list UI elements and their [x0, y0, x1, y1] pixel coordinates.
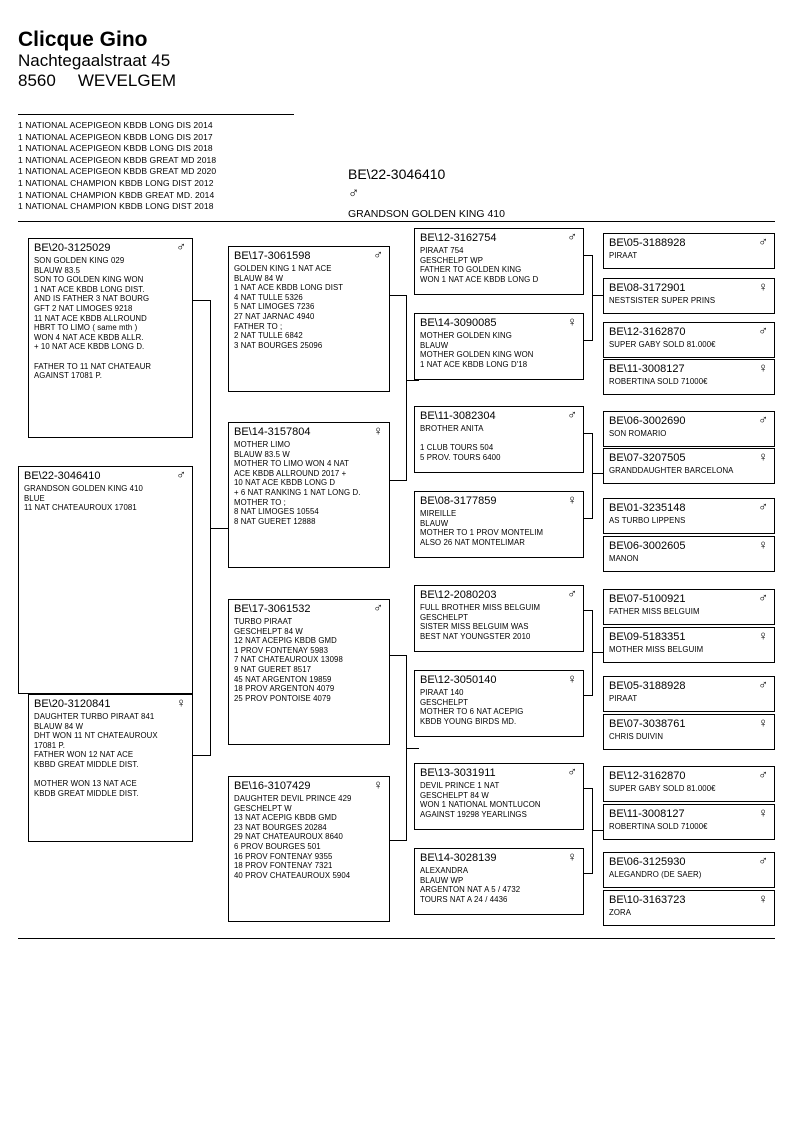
female-symbol-icon: ♀: [758, 628, 768, 643]
box-details: [609, 554, 770, 564]
female-symbol-icon: ♀: [758, 891, 768, 906]
detail-line: 1 NAT ACE KBDB LONG DIST.: [34, 284, 145, 294]
pedigree-box-gen4[interactable]: [603, 359, 775, 395]
male-symbol-icon: ♂: [567, 764, 577, 779]
detail-line: ALSO 26 NAT MONTELIMAR: [420, 537, 526, 547]
detail-line: 3 NAT BOURGES 25096: [234, 340, 323, 350]
male-symbol-icon: ♂: [176, 239, 186, 254]
detail-line: BROTHER ANITA: [420, 424, 484, 433]
detail-line: 27 NAT JARNAC 4940: [234, 311, 315, 321]
ring-number: BE\13-3031911: [420, 767, 496, 779]
detail-line: GOLDEN KING 1 NAT ACE: [234, 264, 332, 273]
detail-line: KBDB GREAT MIDDLE DIST.: [34, 788, 139, 798]
palmares-item: 1 NATIONAL CHAMPION KBDB GREAT MD. 2014: [18, 189, 215, 200]
detail-line: ROBERTINA SOLD 71000€: [609, 377, 708, 386]
ring-number: BE\07-5100921: [609, 593, 686, 605]
detail-line: FATHER WON 12 NAT ACE: [34, 750, 134, 760]
detail-line: ARGENTON NAT A 5 / 4732: [420, 885, 521, 895]
subject-banner-ring: BE\22-3046410: [348, 166, 446, 182]
ring-number: BE\06-3002605: [609, 540, 686, 552]
box-details: [609, 908, 770, 918]
detail-line: AGAINST 19298 YEARLINGS: [420, 809, 527, 819]
box-details: [420, 866, 579, 904]
detail-line: MIREILLE: [420, 509, 457, 518]
ring-number: BE\09-5183351: [609, 631, 686, 643]
loft-postal: 8560: [18, 71, 56, 90]
connector: [592, 433, 593, 518]
box-details: [609, 340, 770, 350]
ring-number: BE\01-3235148: [609, 502, 686, 514]
connector: [210, 528, 228, 529]
detail-line: 18 PROV ARGENTON 4079: [234, 684, 335, 694]
pedigree-box-gen4[interactable]: [603, 233, 775, 269]
ring-number: BE\17-3061598: [234, 250, 311, 262]
detail-line: SON ROMARIO: [609, 429, 667, 438]
box-details: [234, 440, 385, 526]
detail-line: KBDB YOUNG BIRDS MD.: [420, 716, 517, 726]
detail-line: 10 NAT ACE KBDB LONG D: [234, 478, 336, 488]
connector: [390, 840, 407, 841]
pedigree-box-gen3[interactable]: [414, 313, 584, 380]
detail-line: 4 NAT TULLE 5326: [234, 292, 303, 302]
detail-line: HBRT TO LIMO ( same mth ): [34, 323, 138, 333]
palmares-list: [18, 120, 216, 213]
pedigree-box-gen2[interactable]: [228, 422, 390, 568]
ring-number: BE\07-3038761: [609, 718, 686, 730]
female-symbol-icon: ♀: [373, 423, 383, 438]
detail-line: FATHER TO 11 NAT CHATEAUR: [34, 361, 152, 371]
detail-line: FATHER TO ;: [234, 321, 283, 331]
male-symbol-icon: ♂: [758, 499, 768, 514]
detail-line: CHRIS DUIVIN: [609, 732, 664, 741]
detail-line: WON 1 NATIONAL MONTLUCON: [420, 800, 541, 810]
detail-line: SON TO GOLDEN KING WON: [34, 275, 144, 285]
box-details: [420, 246, 579, 284]
detail-line: WON 1 NAT ACE KBDB LONG D: [420, 274, 539, 284]
detail-line: GRANDDAUGHTER BARCELONA: [609, 466, 734, 475]
female-symbol-icon: ♀: [758, 360, 768, 375]
male-symbol-icon: ♂: [176, 467, 186, 482]
detail-line: MOTHER TO 1 PROV MONTELIM: [420, 528, 544, 538]
box-details: [420, 331, 579, 369]
box-details: [234, 794, 385, 880]
detail-line: FATHER MISS BELGUIM: [609, 607, 700, 616]
loft-street: Nachtegaalstraat 45: [18, 51, 171, 70]
ring-number: BE\16-3107429: [234, 780, 311, 792]
ring-number: BE\12-3162870: [609, 326, 686, 338]
pedigree-box-gen4[interactable]: [603, 766, 775, 802]
male-symbol-icon: ♂: [373, 600, 383, 615]
detail-line: ROBERTINA SOLD 71000€: [609, 822, 708, 831]
palmares-item: 1 NATIONAL ACEPIGEON KBDB GREAT MD 2020: [18, 166, 217, 177]
pedigree-box-gen2[interactable]: [228, 246, 390, 392]
detail-line: ZORA: [609, 908, 632, 917]
male-symbol-icon: ♂: [758, 412, 768, 427]
box-details: [609, 645, 770, 655]
ring-number: BE\20-3120841: [34, 698, 111, 710]
connector: [592, 255, 593, 340]
detail-line: 5 PROV. TOURS 6400: [420, 452, 501, 462]
female-symbol-icon: ♀: [758, 805, 768, 820]
detail-line: + 10 NAT ACE KBDB LONG D.: [34, 342, 145, 352]
male-symbol-icon: ♂: [567, 229, 577, 244]
ring-number: BE\08-3177859: [420, 495, 497, 507]
loft-city: WEVELGEM: [77, 71, 177, 90]
pedigree-box-gen4[interactable]: [603, 714, 775, 750]
box-details: [609, 694, 770, 704]
detail-line: PIRAAT 140: [420, 688, 464, 697]
detail-line: 2 NAT TULLE 6842: [234, 331, 303, 341]
detail-line: MOTHER GOLDEN KING: [420, 331, 512, 340]
ring-number: BE\06-3125930: [609, 856, 686, 868]
detail-line: ACE KBDB ALLROUND 2017 +: [234, 468, 347, 478]
detail-line: GESCHELPT 84 W: [234, 626, 303, 636]
detail-line: MOTHER MISS BELGUIM: [609, 645, 704, 654]
pedigree-box-subject[interactable]: [18, 466, 193, 694]
ring-number: BE\14-3157804: [234, 426, 311, 438]
connector: [390, 480, 407, 481]
ring-number: BE\12-3162870: [609, 770, 686, 782]
detail-line: [420, 434, 579, 444]
detail-line: SUPER GABY SOLD 81.000€: [609, 340, 716, 349]
detail-line: ALEGANDRO (DE SAER): [609, 870, 702, 879]
female-symbol-icon: ♀: [758, 279, 768, 294]
ring-number: BE\10-3163723: [609, 894, 686, 906]
detail-line: AND IS FATHER 3 NAT BOURG: [34, 294, 150, 304]
detail-line: PIRAAT: [609, 251, 638, 260]
pedigree-box-gen3[interactable]: [414, 585, 584, 652]
detail-line: DEVIL PRINCE 1 NAT: [420, 781, 500, 790]
detail-line: FATHER TO GOLDEN KING: [420, 265, 522, 275]
male-symbol-icon: ♂: [758, 590, 768, 605]
detail-line: ALEXANDRA: [420, 866, 469, 875]
box-details: [609, 516, 770, 526]
female-symbol-icon: ♀: [176, 695, 186, 710]
detail-line: NESTSISTER SUPER PRINS: [609, 296, 716, 305]
detail-line: FULL BROTHER MISS BELGUIM: [420, 603, 541, 612]
detail-line: BLAUW 84 W: [234, 273, 284, 283]
ring-number: BE\08-3172901: [609, 282, 686, 294]
male-symbol-icon: ♂: [758, 767, 768, 782]
detail-line: [34, 352, 188, 362]
box-details: [420, 509, 579, 547]
pedigree-box-gen4[interactable]: [603, 448, 775, 484]
connector: [390, 295, 407, 296]
pedigree-box-gen4[interactable]: [603, 322, 775, 358]
ring-number: BE\12-3050140: [420, 674, 497, 686]
loft-header: [18, 28, 176, 91]
detail-line: 29 NAT CHATEAUROUX 8640: [234, 832, 343, 842]
box-details: [609, 251, 770, 261]
top-divider: [18, 221, 775, 222]
pedigree-box-gen2[interactable]: [228, 776, 390, 922]
detail-line: GESCHELPT: [420, 697, 469, 707]
palmares-item: 1 NATIONAL ACEPIGEON KBDB LONG DIS 2018: [18, 143, 213, 154]
detail-line: 5 NAT LIMOGES 7236: [234, 302, 315, 312]
ring-number: BE\14-3090085: [420, 317, 497, 329]
detail-line: 25 PROV PONTOISE 4079: [234, 693, 331, 703]
ring-number: BE\06-3002690: [609, 415, 686, 427]
detail-line: TURBO PIRAAT: [234, 617, 293, 626]
palmares-item: 1 NATIONAL ACEPIGEON KBDB LONG DIS 2017: [18, 131, 213, 142]
connector: [390, 655, 407, 656]
detail-line: MANON: [609, 554, 639, 563]
ring-number: BE\20-3125029: [34, 242, 111, 254]
detail-line: 40 PROV CHATEAUROUX 5904: [234, 870, 351, 880]
connector: [592, 473, 603, 474]
detail-line: 13 NAT ACEPIG KBDB GMD: [234, 813, 337, 823]
loft-city-line: [18, 71, 176, 91]
box-details: [609, 429, 770, 439]
pedigree-box-gen4[interactable]: [603, 676, 775, 712]
male-symbol-icon: ♂: [758, 853, 768, 868]
pedigree-box-gen4[interactable]: [603, 498, 775, 534]
subject-banner: [348, 166, 505, 220]
pedigree-box-gen3[interactable]: [414, 406, 584, 473]
pedigree-box-gen3[interactable]: [414, 763, 584, 830]
pedigree-box-gen3[interactable]: [414, 228, 584, 295]
female-symbol-icon: ♀: [758, 449, 768, 464]
detail-line: GESCHELPT: [420, 612, 469, 622]
pedigree-box-dam[interactable]: [28, 694, 193, 842]
loft-name: Clicque Gino: [18, 28, 148, 51]
female-symbol-icon: ♀: [373, 777, 383, 792]
detail-line: GFT 2 NAT LIMOGES 9218: [34, 303, 133, 313]
box-details: [24, 484, 188, 513]
detail-line: 18 PROV FONTENAY 7321: [234, 861, 333, 871]
male-symbol-icon: ♂: [567, 586, 577, 601]
detail-line: BLAUW 83.5 W: [234, 449, 290, 459]
detail-line: 9 NAT GUERET 8517: [234, 664, 312, 674]
detail-line: GRANDSON GOLDEN KING 410: [24, 484, 143, 493]
pedigree-box-gen3[interactable]: [414, 848, 584, 915]
male-symbol-icon: ♂: [567, 407, 577, 422]
connector: [592, 830, 603, 831]
header-divider: [18, 114, 294, 115]
box-details: [609, 377, 770, 387]
connector: [592, 652, 603, 653]
box-details: [34, 256, 188, 381]
box-details: [609, 466, 770, 476]
pedigree-box-gen4[interactable]: [603, 278, 775, 314]
box-details: [609, 784, 770, 794]
male-symbol-icon: ♂: [348, 185, 360, 202]
detail-line: BEST NAT YOUNGSTER 2010: [420, 631, 531, 641]
male-symbol-icon: ♂: [758, 323, 768, 338]
detail-line: 1 CLUB TOURS 504: [420, 443, 494, 453]
pedigree-box-gen3[interactable]: [414, 491, 584, 558]
detail-line: 23 NAT BOURGES 20284: [234, 822, 327, 832]
pedigree-box-gen4[interactable]: [603, 804, 775, 840]
detail-line: GESCHELPT W: [234, 803, 292, 813]
detail-line: 1 PROV FONTENAY 5983: [234, 645, 329, 655]
ring-number: BE\14-3028139: [420, 852, 497, 864]
male-symbol-icon: ♂: [373, 247, 383, 262]
detail-line: AS TURBO LIPPENS: [609, 516, 686, 525]
pedigree-box-sire[interactable]: [28, 238, 193, 438]
palmares-item: 1 NATIONAL CHAMPION KBDB LONG DIST 2018: [18, 201, 214, 212]
detail-line: + 6 NAT RANKING 1 NAT LONG D.: [234, 487, 361, 497]
detail-line: 1 NAT ACE KBDB LONG DIST: [234, 283, 344, 293]
box-details: [234, 264, 385, 350]
female-symbol-icon: ♀: [567, 671, 577, 686]
detail-line: 8 NAT GUERET 12888: [234, 516, 316, 526]
detail-line: SISTER MISS BELGUIM WAS: [420, 622, 529, 632]
pedigree-box-gen4[interactable]: [603, 411, 775, 447]
female-symbol-icon: ♀: [567, 849, 577, 864]
detail-line: BLAUW 84 W: [34, 721, 84, 731]
detail-line: 1 NAT ACE KBDB LONG D'18: [420, 359, 528, 369]
detail-line: 11 NAT CHATEAUROUX 17081: [24, 503, 137, 513]
ring-number: BE\12-2080203: [420, 589, 497, 601]
connector: [406, 295, 407, 480]
detail-line: 11 NAT ACE KBDB ALLROUND: [34, 313, 147, 323]
detail-line: MOTHER GOLDEN KING WON: [420, 350, 534, 360]
detail-line: DAUGHTER TURBO PIRAAT 841: [34, 712, 155, 721]
female-symbol-icon: ♀: [758, 715, 768, 730]
pedigree-box-gen4[interactable]: [603, 890, 775, 926]
female-symbol-icon: ♀: [567, 492, 577, 507]
detail-line: 6 PROV BOURGES 501: [234, 841, 321, 851]
detail-line: GESCHELPT WP: [420, 255, 484, 265]
detail-line: BLUE: [24, 493, 45, 503]
detail-line: MOTHER TO LIMO WON 4 NAT: [234, 459, 350, 469]
detail-line: MOTHER LIMO: [234, 440, 291, 449]
detail-line: GESCHELPT 84 W: [420, 790, 489, 800]
box-details: [420, 781, 579, 819]
box-details: [609, 296, 770, 306]
box-details: [420, 424, 579, 462]
box-details: [609, 607, 770, 617]
ring-number: BE\22-3046410: [24, 470, 101, 482]
ring-number: BE\12-3162754: [420, 232, 497, 244]
palmares-item: 1 NATIONAL ACEPIGEON KBDB GREAT MD 2018: [18, 154, 217, 165]
box-details: [234, 617, 385, 703]
ring-number: BE\17-3061532: [234, 603, 311, 615]
ring-number: BE\05-3188928: [609, 237, 686, 249]
ring-number: BE\07-3207505: [609, 452, 686, 464]
detail-line: BLAUW: [420, 340, 449, 350]
box-details: [609, 870, 770, 880]
pedigree-box-gen4[interactable]: [603, 627, 775, 663]
palmares-item: 1 NATIONAL CHAMPION KBDB LONG DIST 2012: [18, 177, 214, 188]
pedigree-box-gen4[interactable]: [603, 589, 775, 625]
detail-line: MOTHER WON 13 NAT ACE: [34, 779, 137, 789]
pedigree-box-gen4[interactable]: [603, 852, 775, 888]
connector: [193, 755, 211, 756]
connector: [592, 295, 603, 296]
ring-number: BE\11-3008127: [609, 363, 685, 375]
detail-line: 17081 P.: [34, 740, 66, 750]
detail-line: KBBD GREAT MIDDLE DIST.: [34, 759, 139, 769]
female-symbol-icon: ♀: [758, 537, 768, 552]
ring-number: BE\11-3082304: [420, 410, 496, 422]
detail-line: AGAINST 17081 P.: [34, 371, 103, 381]
bottom-divider: [18, 938, 775, 939]
detail-line: 8 NAT LIMOGES 10554: [234, 507, 319, 517]
box-details: [420, 688, 579, 726]
male-symbol-icon: ♂: [758, 677, 768, 692]
pedigree-box-gen4[interactable]: [603, 536, 775, 572]
connector: [193, 300, 211, 301]
female-symbol-icon: ♀: [567, 314, 577, 329]
detail-line: MOTHER TO ;: [234, 497, 286, 507]
box-details: [420, 603, 579, 641]
detail-line: 12 NAT ACEPIG KBDB GMD: [234, 636, 337, 646]
detail-line: DHT WON 11 NT CHATEAUROUX: [34, 731, 158, 741]
box-details: [34, 712, 188, 798]
pedigree-box-gen3[interactable]: [414, 670, 584, 737]
detail-line: MOTHER TO 6 NAT ACEPIG: [420, 707, 524, 717]
pedigree-box-gen2[interactable]: [228, 599, 390, 745]
detail-line: BLAUW WP: [420, 875, 464, 885]
detail-line: SON GOLDEN KING 029: [34, 256, 125, 265]
palmares-item: 1 NATIONAL ACEPIGEON KBDB LONG DIS 2014: [18, 120, 213, 130]
detail-line: 45 NAT ARGENTON 19859: [234, 674, 332, 684]
detail-line: SUPER GABY SOLD 81.000€: [609, 784, 716, 793]
detail-line: PIRAAT: [609, 694, 638, 703]
male-symbol-icon: ♂: [758, 234, 768, 249]
ring-number: BE\11-3008127: [609, 808, 685, 820]
detail-line: DAUGHTER DEVIL PRINCE 429: [234, 794, 352, 803]
connector: [406, 748, 419, 749]
subject-banner-name: GRANDSON GOLDEN KING 410: [348, 208, 505, 220]
box-details: [609, 732, 770, 742]
ring-number: BE\05-3188928: [609, 680, 686, 692]
detail-line: TOURS NAT A 24 / 4436: [420, 894, 508, 904]
detail-line: BLAUW: [420, 518, 449, 528]
detail-line: PIRAAT 754: [420, 246, 464, 255]
detail-line: BLAUW 83.5: [34, 265, 81, 275]
box-details: [609, 822, 770, 832]
detail-line: 7 NAT CHATEAUROUX 13098: [234, 655, 343, 665]
detail-line: 16 PROV FONTENAY 9355: [234, 851, 333, 861]
detail-line: WON 4 NAT ACE KBDB ALLR.: [34, 332, 144, 342]
connector: [406, 380, 419, 381]
detail-line: [34, 770, 188, 780]
